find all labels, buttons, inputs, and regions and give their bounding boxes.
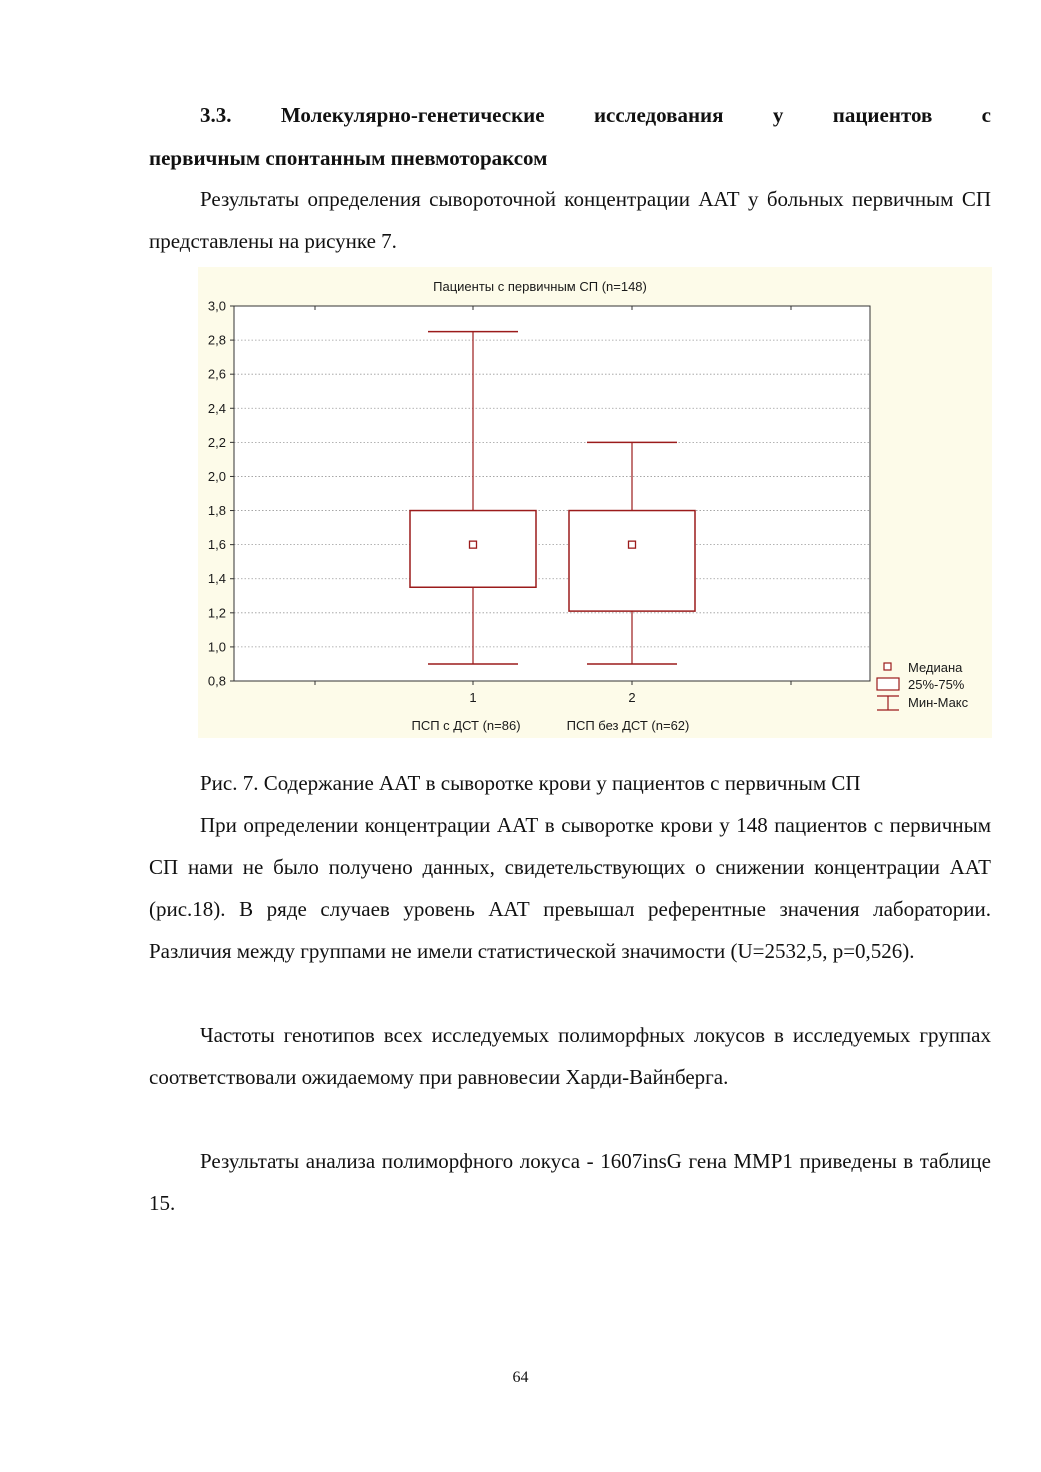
body-paragraph-3: Результаты анализа полиморфного локуса - 1607insG гена MMP1 приведены в таблице 15. — [149, 1149, 991, 1215]
chart-title: Пациенты с первичным СП (n=148) — [433, 279, 647, 294]
box-plot-chart — [198, 267, 992, 738]
y-tick-label: 2,6 — [207, 366, 226, 382]
legend-box-symbol — [877, 678, 899, 690]
median-marker — [470, 541, 477, 548]
x-tick-label: 2 — [628, 690, 636, 705]
section-heading-line1: 3.3. Молекулярно-генетические исследования у пациентов с — [200, 103, 991, 127]
y-tick-label: 2,8 — [207, 332, 226, 348]
y-tick-label: 1,0 — [207, 639, 226, 655]
iqr-box — [410, 511, 536, 588]
plot-area — [234, 306, 870, 681]
y-tick-label: 2,2 — [207, 434, 226, 450]
y-tick-label: 0,8 — [207, 673, 226, 689]
figure-7 — [198, 267, 992, 738]
legend-label-minmax: Мин-Макс — [908, 695, 969, 710]
section-heading-line2: первичным спонтанным пневмотораксом — [149, 146, 548, 170]
body-paragraph-1: При определении концентрации ААТ в сыворотке крови у 148 пациентов с первичным СП нами не было получено данных, свидетельствующих о снижении концентрации ААТ (рис.18). В ряде случаев уровень ААТ превышал референтные значения лаборатории. Различия между группами не имели статистической значимости (U=2532,5, p=0,526). — [149, 813, 991, 963]
y-tick-label: 1,8 — [207, 503, 226, 519]
y-tick-label: 1,4 — [207, 571, 226, 587]
x-tick-label: 1 — [469, 690, 477, 705]
body-paragraph-2: Частоты генотипов всех исследуемых полиморфных локусов в исследуемых группах соответствовали ожидаемому при равновесии Харди-Вайнберга. — [149, 1023, 991, 1089]
median-marker — [629, 541, 636, 548]
y-tick-label: 2,4 — [207, 400, 226, 416]
page-number: 64 — [512, 1369, 529, 1386]
y-tick-label: 3,0 — [207, 298, 226, 314]
iqr-box — [569, 511, 695, 612]
y-tick-label: 1,2 — [207, 605, 226, 621]
y-tick-label: 2,0 — [207, 468, 226, 484]
legend-label-iqr: 25%-75% — [908, 677, 965, 692]
legend-median-symbol — [884, 663, 891, 670]
y-tick-label: 1,6 — [207, 537, 226, 553]
category-label: ПСП с ДСТ (n=86) — [411, 718, 521, 733]
intro-paragraph: Результаты определения сывороточной концентрации ААТ у больных первичным СП представлены на рисунке 7. — [149, 187, 991, 253]
category-label: ПСП без ДСТ (n=62) — [566, 718, 690, 733]
figure-caption: Рис. 7. Содержание ААТ в сыворотке крови у пациентов с первичным СП — [200, 771, 861, 795]
legend-label-median: Медиана — [908, 660, 963, 675]
